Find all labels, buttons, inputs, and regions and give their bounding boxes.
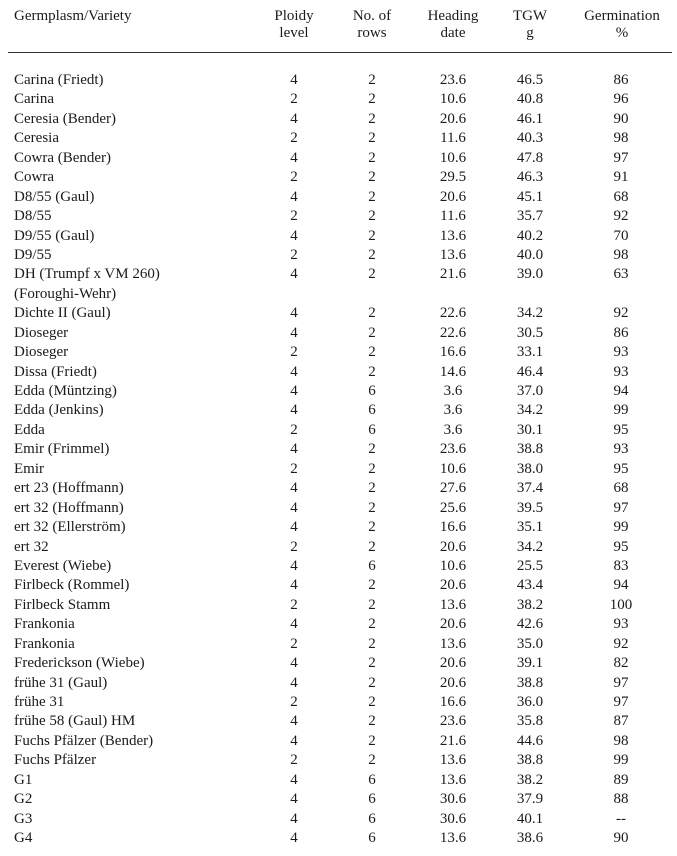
header-ploidy-line-1: Ploidy — [274, 8, 314, 24]
cell-tgw: 34.2 — [516, 402, 544, 419]
cell-heading: 25.6 — [439, 499, 467, 516]
cell-rows: 6 — [368, 771, 376, 788]
cell-rows: 6 — [368, 383, 376, 399]
cell-tgw: 34.2 — [516, 538, 544, 555]
cell-ploidy: 2 — [290, 752, 298, 769]
cell-ploidy: 2 — [290, 91, 298, 108]
cell-heading: 22.6 — [439, 324, 467, 341]
cell-tgw: 46.5 — [516, 72, 544, 88]
header-rule — [8, 52, 672, 53]
cell-ploidy: 2 — [290, 169, 298, 186]
cell-variety: G2 — [14, 791, 33, 808]
table-row — [0, 829, 677, 848]
cell-germ: 97 — [613, 674, 629, 691]
cell-heading: 10.6 — [439, 149, 467, 166]
header-tgw-line-1: TGW — [512, 8, 548, 24]
cell-heading: 30.6 — [439, 810, 467, 827]
cell-heading: 23.6 — [439, 72, 467, 88]
cell-germ: 93 — [613, 441, 629, 458]
cell-germ: 63 — [613, 266, 629, 283]
header-tgw-line-2: g — [526, 25, 534, 41]
cell-germ: 94 — [613, 577, 629, 594]
cell-tgw: 40.3 — [516, 130, 544, 147]
cell-ploidy: 4 — [290, 732, 298, 749]
cell-rows: 2 — [368, 363, 376, 380]
cell-variety: D8/55 (Gaul) — [14, 188, 95, 205]
cell-rows: 2 — [368, 460, 376, 477]
table-row — [0, 246, 677, 265]
cell-heading: 13.6 — [439, 771, 467, 788]
cell-variety: ert 23 (Hoffmann) — [14, 480, 124, 497]
cell-germ: 95 — [613, 538, 629, 555]
cell-tgw: 39.5 — [516, 499, 544, 516]
table-row — [0, 576, 677, 595]
cell-germ: 95 — [613, 460, 629, 477]
cell-tgw: 40.1 — [516, 810, 544, 827]
cell-heading: 10.6 — [439, 557, 467, 574]
cell-heading: 10.6 — [439, 460, 467, 477]
cell-variety: D8/55 — [14, 208, 52, 225]
cell-germ: 100 — [609, 596, 633, 613]
cell-heading: 20.6 — [439, 188, 467, 205]
cell-variety: Cowra — [14, 169, 54, 186]
cell-tgw: 35.0 — [516, 635, 544, 652]
cell-tgw: 30.1 — [516, 421, 544, 438]
cell-ploidy: 4 — [290, 557, 298, 574]
cell-germ: 99 — [613, 519, 629, 536]
cell-germ: 91 — [613, 169, 629, 186]
cell-germ: 68 — [613, 188, 629, 205]
cell-tgw: 46.4 — [516, 363, 544, 380]
cell-rows: 6 — [368, 421, 376, 438]
cell-heading: 11.6 — [440, 130, 466, 147]
cell-variety: (Foroughi-Wehr) — [14, 285, 117, 302]
table-row — [0, 538, 677, 557]
table-row — [0, 401, 677, 420]
cell-ploidy: 4 — [290, 72, 298, 88]
cell-rows: 2 — [368, 208, 376, 225]
cell-variety: D9/55 — [14, 246, 52, 263]
cell-tgw: 37.4 — [516, 480, 544, 497]
cell-variety: Emir (Frimmel) — [14, 441, 110, 458]
cell-germ: 93 — [613, 616, 629, 633]
table-row — [0, 460, 677, 479]
header-germination-line-1: Germination — [584, 8, 660, 24]
cell-rows: 2 — [368, 732, 376, 749]
cell-tgw: 38.6 — [516, 830, 544, 847]
table-row — [0, 674, 677, 693]
cell-heading: 16.6 — [439, 694, 467, 710]
table-row — [0, 557, 677, 576]
table-row — [0, 71, 677, 90]
cell-tgw: 38.2 — [516, 596, 544, 613]
table-row — [0, 285, 677, 304]
cell-variety: frühe 31 (Gaul) — [14, 674, 108, 691]
cell-rows: 2 — [368, 752, 376, 769]
cell-tgw: 38.2 — [516, 771, 544, 788]
cell-variety: frühe 58 (Gaul) HM — [14, 713, 136, 730]
cell-variety: Firlbeck Stamm — [14, 596, 111, 613]
cell-germ: 93 — [613, 363, 629, 380]
table-row — [0, 751, 677, 770]
cell-ploidy: 4 — [290, 810, 298, 827]
cell-variety: Everest (Wiebe) — [14, 557, 112, 574]
table-row — [0, 304, 677, 323]
cell-variety: Dioseger — [14, 344, 69, 361]
cell-variety: Carina (Friedt) — [14, 72, 104, 88]
table-row — [0, 90, 677, 109]
cell-germ: 97 — [613, 694, 629, 710]
cell-heading: 13.6 — [439, 246, 467, 263]
cell-germ: 97 — [613, 499, 629, 516]
cell-rows: 6 — [368, 810, 376, 827]
table-row — [0, 771, 677, 790]
cell-ploidy: 4 — [290, 577, 298, 594]
header-germination-line-2: % — [615, 25, 629, 41]
cell-variety: G3 — [14, 810, 33, 827]
cell-heading: 20.6 — [439, 655, 467, 672]
cell-rows: 2 — [368, 227, 376, 244]
cell-rows: 2 — [368, 324, 376, 341]
cell-heading: 13.6 — [439, 830, 467, 847]
cell-tgw: 38.8 — [516, 752, 544, 769]
cell-variety: Edda (Jenkins) — [14, 402, 104, 419]
cell-tgw: 35.1 — [516, 519, 544, 536]
cell-variety: Carina — [14, 91, 54, 108]
cell-rows: 2 — [368, 130, 376, 147]
cell-ploidy: 4 — [290, 480, 298, 497]
table-row — [0, 810, 677, 829]
cell-heading: 3.6 — [443, 402, 463, 419]
cell-tgw: 33.1 — [516, 344, 544, 361]
cell-variety: Frederickson (Wiebe) — [14, 655, 145, 672]
cell-ploidy: 2 — [290, 344, 298, 361]
header-variety-line: Germplasm/Variety — [14, 8, 132, 24]
cell-rows: 2 — [368, 713, 376, 730]
cell-ploidy: 2 — [290, 596, 298, 613]
cell-rows: 2 — [368, 519, 376, 536]
cell-rows: 6 — [368, 791, 376, 808]
cell-heading: 16.6 — [439, 519, 467, 536]
cell-rows: 2 — [368, 72, 376, 88]
cell-germ: 94 — [613, 383, 629, 399]
table-row — [0, 129, 677, 148]
cell-variety: Frankonia — [14, 635, 75, 652]
cell-rows: 2 — [368, 635, 376, 652]
cell-rows: 6 — [368, 830, 376, 847]
header-rows-line-2: rows — [357, 25, 387, 41]
cell-variety: Ceresia (Bender) — [14, 110, 117, 127]
cell-tgw: 35.7 — [516, 208, 544, 225]
cell-germ: 89 — [613, 771, 629, 788]
cell-ploidy: 4 — [290, 830, 298, 847]
cell-germ: 68 — [613, 480, 629, 497]
table-row — [0, 421, 677, 440]
header-germination — [574, 8, 670, 42]
cell-germ: 99 — [613, 752, 629, 769]
table-row — [0, 440, 677, 459]
cell-ploidy: 4 — [290, 791, 298, 808]
cell-heading: 20.6 — [439, 616, 467, 633]
cell-tgw: 30.5 — [516, 324, 544, 341]
header-rows-line-1: No. of — [352, 8, 392, 24]
cell-ploidy: 2 — [290, 421, 298, 438]
header-heading-line-2: date — [440, 25, 466, 41]
cell-germ: 99 — [613, 402, 629, 419]
cell-ploidy: 4 — [290, 324, 298, 341]
cell-germ: 82 — [613, 655, 629, 672]
cell-variety: Firlbeck (Rommel) — [14, 577, 130, 594]
cell-heading: 23.6 — [439, 713, 467, 730]
cell-heading: 13.6 — [439, 635, 467, 652]
cell-heading: 3.6 — [443, 383, 463, 399]
cell-heading: 14.6 — [439, 363, 467, 380]
cell-variety: frühe 31 — [14, 694, 65, 710]
cell-tgw: 35.8 — [516, 713, 544, 730]
table-row — [0, 324, 677, 343]
cell-ploidy: 4 — [290, 188, 298, 205]
cell-ploidy: 4 — [290, 616, 298, 633]
cell-ploidy: 4 — [290, 305, 298, 322]
cell-ploidy: 4 — [290, 441, 298, 458]
cell-ploidy: 4 — [290, 402, 298, 419]
cell-heading: 10.6 — [439, 91, 467, 108]
cell-germ: 86 — [613, 72, 629, 88]
cell-germ: 98 — [613, 246, 629, 263]
cell-rows: 2 — [368, 441, 376, 458]
cell-germ: 98 — [613, 732, 629, 749]
cell-ploidy: 4 — [290, 499, 298, 516]
header-ploidy-line-2: level — [279, 25, 309, 41]
table-row — [0, 596, 677, 615]
cell-variety: Dichte II (Gaul) — [14, 305, 111, 322]
header-ploidy — [264, 8, 324, 42]
cell-tgw: 37.0 — [516, 383, 544, 399]
cell-rows: 2 — [368, 169, 376, 186]
cell-tgw: 43.4 — [516, 577, 544, 594]
cell-tgw: 36.0 — [516, 694, 544, 710]
table-row — [0, 479, 677, 498]
cell-tgw: 39.0 — [516, 266, 544, 283]
cell-rows: 2 — [368, 694, 376, 710]
cell-tgw: 34.2 — [516, 305, 544, 322]
table-body — [0, 71, 677, 849]
cell-germ: 90 — [613, 830, 629, 847]
table-row — [0, 635, 677, 654]
cell-germ: 88 — [613, 791, 629, 808]
table-row — [0, 343, 677, 362]
cell-ploidy: 2 — [290, 538, 298, 555]
cell-germ: 93 — [613, 344, 629, 361]
table-row — [0, 207, 677, 226]
cell-tgw: 25.5 — [516, 557, 544, 574]
cell-ploidy: 4 — [290, 149, 298, 166]
table-row — [0, 149, 677, 168]
cell-ploidy: 4 — [290, 713, 298, 730]
table-row — [0, 363, 677, 382]
header-variety — [14, 8, 131, 25]
table-row — [0, 790, 677, 809]
cell-germ: 70 — [613, 227, 629, 244]
header-rows — [342, 8, 402, 42]
cell-germ: 98 — [613, 130, 629, 147]
table-row — [0, 168, 677, 187]
cell-ploidy: 4 — [290, 519, 298, 536]
cell-ploidy: 2 — [290, 635, 298, 652]
cell-heading: 20.6 — [439, 577, 467, 594]
cell-variety: Dioseger — [14, 324, 69, 341]
cell-germ: 92 — [613, 635, 629, 652]
cell-rows: 2 — [368, 91, 376, 108]
table-row — [0, 499, 677, 518]
cell-germ: 92 — [613, 305, 629, 322]
cell-rows: 2 — [368, 616, 376, 633]
cell-germ: 86 — [613, 324, 629, 341]
cell-germ: 92 — [613, 208, 629, 225]
table-row — [0, 227, 677, 246]
cell-variety: ert 32 (Ellerström) — [14, 519, 126, 536]
cell-germ: 83 — [613, 557, 629, 574]
cell-heading: 21.6 — [439, 732, 467, 749]
table-row — [0, 615, 677, 634]
cell-tgw: 47.8 — [516, 149, 544, 166]
cell-rows: 6 — [368, 557, 376, 574]
header-heading-line-1: Heading — [427, 8, 479, 24]
cell-variety: Cowra (Bender) — [14, 149, 112, 166]
cell-germ: 87 — [613, 713, 629, 730]
cell-tgw: 45.1 — [516, 188, 544, 205]
cell-ploidy: 2 — [290, 208, 298, 225]
cell-variety: Ceresia — [14, 130, 59, 147]
cell-tgw: 40.8 — [516, 91, 544, 108]
cell-rows: 2 — [368, 149, 376, 166]
cell-germ: 90 — [613, 110, 629, 127]
cell-germ: 95 — [613, 421, 629, 438]
cell-heading: 13.6 — [439, 752, 467, 769]
cell-rows: 2 — [368, 480, 376, 497]
cell-rows: 2 — [368, 674, 376, 691]
cell-variety: G4 — [14, 830, 33, 847]
cell-tgw: 39.1 — [516, 655, 544, 672]
cell-ploidy: 2 — [290, 694, 298, 710]
cell-variety: Dissa (Friedt) — [14, 363, 97, 380]
cell-rows: 2 — [368, 266, 376, 283]
table-row — [0, 188, 677, 207]
cell-rows: 2 — [368, 246, 376, 263]
cell-heading: 3.6 — [443, 421, 463, 438]
cell-rows: 2 — [368, 538, 376, 555]
cell-rows: 6 — [368, 402, 376, 419]
header-tgw — [505, 8, 555, 42]
cell-ploidy: 4 — [290, 227, 298, 244]
cell-heading: 30.6 — [439, 791, 467, 808]
cell-rows: 2 — [368, 499, 376, 516]
cell-variety: Edda (Müntzing) — [14, 383, 117, 399]
cell-ploidy: 4 — [290, 110, 298, 127]
table-row — [0, 382, 677, 401]
cell-heading: 29.5 — [439, 169, 467, 186]
table-row — [0, 265, 677, 284]
cell-rows: 2 — [368, 655, 376, 672]
cell-variety: D9/55 (Gaul) — [14, 227, 95, 244]
cell-ploidy: 4 — [290, 363, 298, 380]
table-row — [0, 654, 677, 673]
cell-rows: 2 — [368, 110, 376, 127]
cell-tgw: 46.3 — [516, 169, 544, 186]
table-row — [0, 518, 677, 537]
cell-heading: 20.6 — [439, 674, 467, 691]
cell-ploidy: 2 — [290, 130, 298, 147]
cell-ploidy: 4 — [290, 383, 298, 399]
cell-heading: 27.6 — [439, 480, 467, 497]
cell-variety: Emir — [14, 460, 44, 477]
cell-tgw: 40.0 — [516, 246, 544, 263]
cell-heading: 13.6 — [439, 596, 467, 613]
cell-tgw: 46.1 — [516, 110, 544, 127]
cell-tgw: 38.0 — [516, 460, 544, 477]
cell-tgw: 38.8 — [516, 674, 544, 691]
cell-tgw: 37.9 — [516, 791, 544, 808]
cell-variety: Frankonia — [14, 616, 75, 633]
cell-germ: 96 — [613, 91, 629, 108]
cell-ploidy: 2 — [290, 460, 298, 477]
cell-heading: 16.6 — [439, 344, 467, 361]
cell-ploidy: 4 — [290, 655, 298, 672]
cell-ploidy: 4 — [290, 771, 298, 788]
table-row — [0, 110, 677, 129]
cell-heading: 11.6 — [440, 208, 466, 225]
cell-variety: DH (Trumpf x VM 260) — [14, 266, 160, 283]
cell-tgw: 44.6 — [516, 732, 544, 749]
cell-tgw: 40.2 — [516, 227, 544, 244]
cell-heading: 21.6 — [439, 266, 467, 283]
cell-variety: G1 — [14, 771, 33, 788]
cell-tgw: 42.6 — [516, 616, 544, 633]
cell-variety: Fuchs Pfälzer — [14, 752, 97, 769]
cell-heading: 23.6 — [439, 441, 467, 458]
table-row — [0, 712, 677, 731]
cell-variety: ert 32 (Hoffmann) — [14, 499, 124, 516]
cell-tgw: 38.8 — [516, 441, 544, 458]
cell-ploidy: 4 — [290, 674, 298, 691]
cell-ploidy: 2 — [290, 246, 298, 263]
cell-rows: 2 — [368, 344, 376, 361]
cell-rows: 2 — [368, 188, 376, 205]
cell-heading: 22.6 — [439, 305, 467, 322]
cell-rows: 2 — [368, 596, 376, 613]
cell-rows: 2 — [368, 305, 376, 322]
table-row — [0, 693, 677, 712]
cell-variety: Fuchs Pfälzer (Bender) — [14, 732, 154, 749]
cell-heading: 20.6 — [439, 110, 467, 127]
cell-germ: -- — [616, 810, 626, 827]
cell-germ: 97 — [613, 149, 629, 166]
cell-heading: 13.6 — [439, 227, 467, 244]
cell-ploidy: 4 — [290, 266, 298, 283]
cell-variety: ert 32 — [14, 538, 49, 555]
header-heading-date — [421, 8, 485, 42]
cell-variety: Edda — [14, 421, 45, 438]
cell-rows: 2 — [368, 577, 376, 594]
cell-heading: 20.6 — [439, 538, 467, 555]
table-row — [0, 732, 677, 751]
